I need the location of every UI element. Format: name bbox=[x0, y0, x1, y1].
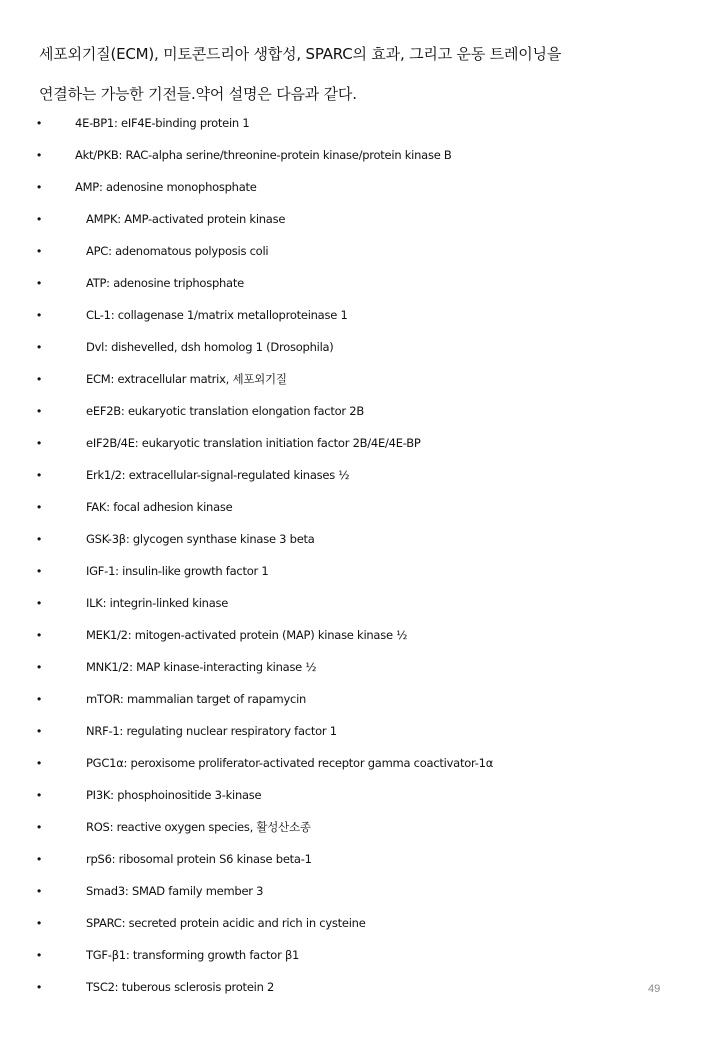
abbreviation-text: FAK: focal adhesion kinase bbox=[86, 500, 233, 514]
bullet-icon: • bbox=[37, 564, 42, 578]
abbreviation-text: ROS: reactive oxygen species, 활성산소종 bbox=[86, 820, 311, 834]
abbreviation-text: mTOR: mammalian target of rapamycin bbox=[86, 692, 307, 706]
list-item bbox=[0, 427, 720, 459]
abbreviation-text: TGF-β1: transforming growth factor β1 bbox=[86, 948, 300, 962]
bullet-icon: • bbox=[37, 596, 42, 610]
bullet-icon: • bbox=[37, 340, 42, 354]
heading-line-2: 연결하는 가능한 기전들.약어 설명은 다음과 같다. bbox=[39, 85, 357, 103]
list-item bbox=[0, 363, 720, 395]
bullet-icon: • bbox=[37, 692, 42, 706]
bullet-icon: • bbox=[37, 852, 42, 866]
bullet-icon: • bbox=[37, 660, 42, 674]
list-item bbox=[0, 843, 720, 875]
abbreviation-text: ECM: extracellular matrix, 세포외기질 bbox=[86, 372, 287, 386]
bullet-icon: • bbox=[37, 948, 42, 962]
abbreviation-text: MEK1/2: mitogen-activated protein (MAP) kinase kinase ½ bbox=[86, 628, 408, 642]
bullet-icon: • bbox=[37, 436, 42, 450]
list-item bbox=[0, 683, 720, 715]
abbreviation-text: PGC1α: peroxisome proliferator-activated receptor gamma coactivator-1α bbox=[86, 756, 494, 770]
abbreviation-text: eIF2B/4E: eukaryotic translation initiation factor 2B/4E/4E-BP bbox=[86, 436, 421, 450]
bullet-icon: • bbox=[37, 180, 42, 194]
bullet-icon: • bbox=[37, 308, 42, 322]
list-item bbox=[0, 523, 720, 555]
figure-caption-heading bbox=[39, 34, 679, 114]
bullet-icon: • bbox=[37, 468, 42, 482]
list-item bbox=[0, 875, 720, 907]
list-item bbox=[0, 171, 720, 203]
list-item bbox=[0, 939, 720, 971]
bullet-icon: • bbox=[37, 724, 42, 738]
bullet-icon: • bbox=[37, 788, 42, 802]
abbreviation-text: CL-1: collagenase 1/matrix metalloproteinase 1 bbox=[86, 308, 348, 322]
abbreviation-text: IGF-1: insulin-like growth factor 1 bbox=[86, 564, 269, 578]
list-item bbox=[0, 587, 720, 619]
list-item bbox=[0, 651, 720, 683]
list-item bbox=[0, 395, 720, 427]
list-item bbox=[0, 971, 720, 1003]
list-item bbox=[0, 203, 720, 235]
abbreviation-text: AMPK: AMP-activated protein kinase bbox=[86, 212, 286, 226]
abbreviation-text: MNK1/2: MAP kinase-interacting kinase ½ bbox=[86, 660, 317, 674]
abbreviation-text: Akt/PKB: RAC-alpha serine/threonine-protein kinase/protein kinase B bbox=[75, 148, 452, 162]
abbreviation-text: ILK: integrin-linked kinase bbox=[86, 596, 229, 610]
abbreviation-text: SPARC: secreted protein acidic and rich in cysteine bbox=[86, 916, 366, 930]
list-item bbox=[0, 331, 720, 363]
abbreviation-text: PI3K: phosphoinositide 3-kinase bbox=[86, 788, 262, 802]
list-item bbox=[0, 107, 720, 139]
list-item bbox=[0, 715, 720, 747]
abbreviation-text: Dvl: dishevelled, dsh homolog 1 (Drosophila) bbox=[86, 340, 334, 354]
bullet-icon: • bbox=[37, 244, 42, 258]
bullet-icon: • bbox=[37, 628, 42, 642]
list-item bbox=[0, 811, 720, 843]
list-item bbox=[0, 139, 720, 171]
list-item bbox=[0, 491, 720, 523]
bullet-icon: • bbox=[37, 148, 42, 162]
abbreviation-list bbox=[0, 107, 720, 1003]
abbreviation-text: Erk1/2: extracellular-signal-regulated kinases ½ bbox=[86, 468, 350, 482]
abbreviation-text: TSC2: tuberous sclerosis protein 2 bbox=[86, 980, 275, 994]
bullet-icon: • bbox=[37, 212, 42, 226]
bullet-icon: • bbox=[37, 276, 42, 290]
abbreviation-text: GSK-3β: glycogen synthase kinase 3 beta bbox=[86, 532, 315, 546]
abbreviation-text: rpS6: ribosomal protein S6 kinase beta-1 bbox=[86, 852, 312, 866]
bullet-icon: • bbox=[37, 404, 42, 418]
abbreviation-text: eEF2B: eukaryotic translation elongation factor 2B bbox=[86, 404, 364, 418]
list-item bbox=[0, 907, 720, 939]
page-number: 49 bbox=[648, 983, 661, 995]
list-item bbox=[0, 619, 720, 651]
bullet-icon: • bbox=[37, 820, 42, 834]
bullet-icon: • bbox=[37, 532, 42, 546]
list-item bbox=[0, 299, 720, 331]
abbreviation-text: NRF-1: regulating nuclear respiratory factor 1 bbox=[86, 724, 337, 738]
abbreviation-text: APC: adenomatous polyposis coli bbox=[86, 244, 269, 258]
list-item bbox=[0, 235, 720, 267]
list-item bbox=[0, 779, 720, 811]
abbreviation-text: AMP: adenosine monophosphate bbox=[75, 180, 257, 194]
bullet-icon: • bbox=[37, 916, 42, 930]
list-item bbox=[0, 555, 720, 587]
list-item bbox=[0, 747, 720, 779]
list-item bbox=[0, 267, 720, 299]
bullet-icon: • bbox=[37, 116, 42, 130]
bullet-icon: • bbox=[37, 756, 42, 770]
heading-line-1: 세포외기질(ECM), 미토콘드리아 생합성, SPARC의 효과, 그리고 운동 트레이닝을 bbox=[39, 45, 562, 63]
bullet-icon: • bbox=[37, 500, 42, 514]
abbreviation-text: 4E-BP1: eIF4E-binding protein 1 bbox=[75, 116, 250, 130]
bullet-icon: • bbox=[37, 372, 42, 386]
list-item bbox=[0, 459, 720, 491]
bullet-icon: • bbox=[37, 884, 42, 898]
bullet-icon: • bbox=[37, 980, 42, 994]
abbreviation-text: Smad3: SMAD family member 3 bbox=[86, 884, 264, 898]
abbreviation-text: ATP: adenosine triphosphate bbox=[86, 276, 244, 290]
